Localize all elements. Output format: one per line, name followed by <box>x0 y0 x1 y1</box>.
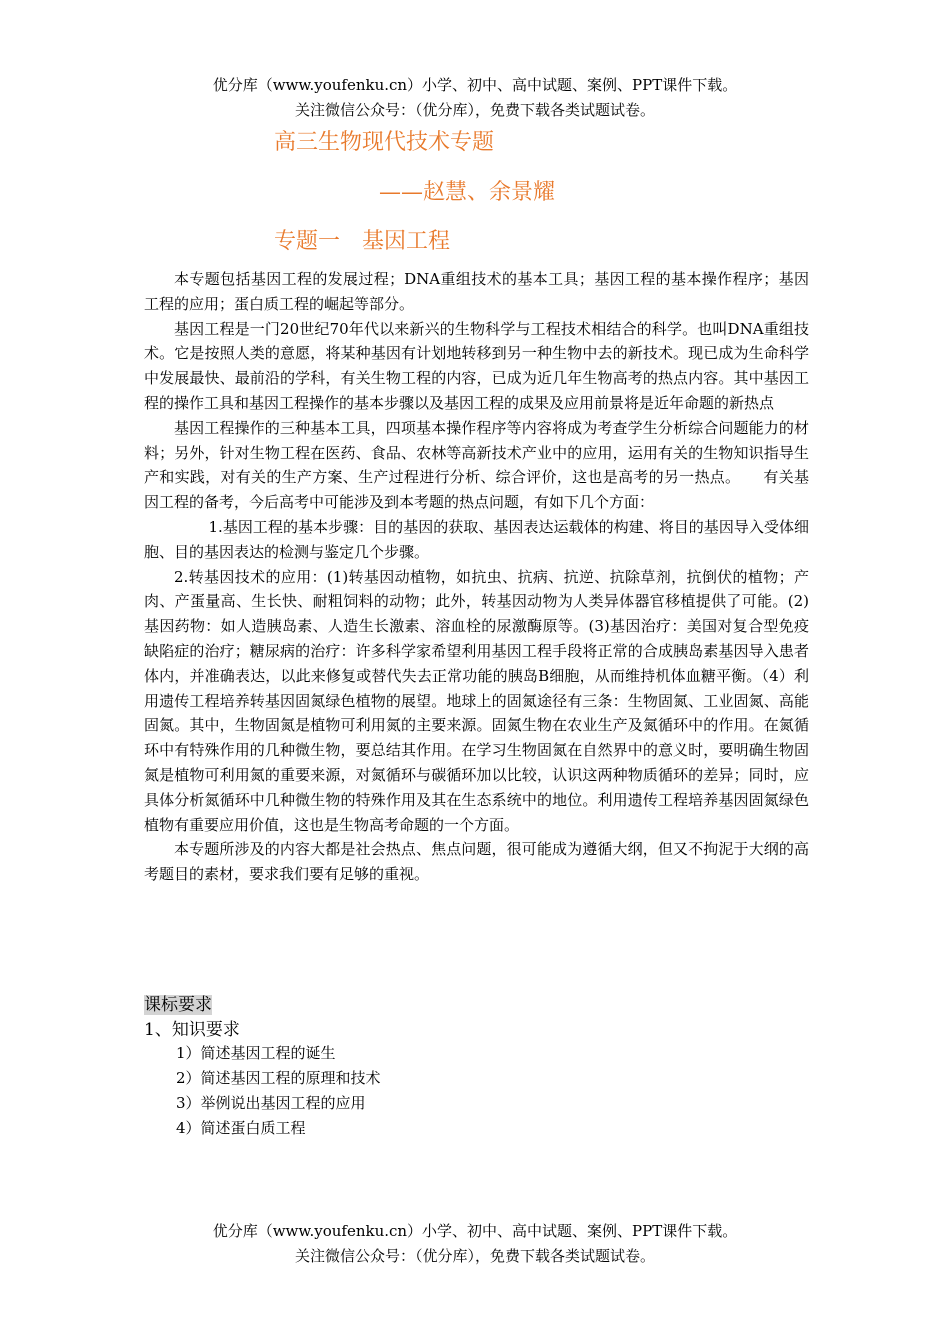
footer-line-1: 优分库（www.youfenku.cn）小学、初中、高中试题、案例、PPT课件下载。 <box>212 1222 738 1240</box>
header-line-2: 关注微信公众号：（优分库），免费下载各类试题试卷。 <box>294 101 655 119</box>
header-line-1: 优分库（www.youfenku.cn）小学、初中、高中试题、案例、PPT课件下载。 <box>212 76 738 94</box>
paragraph: 基因工程操作的三种基本工具，四项基本操作程序等内容将成为考查学生分析综合问题能力的材料；另外，针对生物工程在医药、食品、农林等高新技术产业中的应用，运用有关的生物知识指导生产和实践，对有关的生产方案、生产过程进行分析、综合评价，这也是高考的另一热点。 有关基因工程的备考，今后高考中可能涉及到本考题的热点问题，有如下几个方面： <box>144 418 809 512</box>
footer-line-2: 关注微信公众号：（优分库），免费下载各类试题试卷。 <box>294 1247 655 1265</box>
document-title: 高三生物现代技术专题 <box>274 130 495 155</box>
paragraph: 本专题所涉及的内容大都是社会热点、焦点问题，很可能成为遵循大纲，但又不拘泥于大纲的高考题目的素材，要求我们要有足够的重视。 <box>144 840 809 884</box>
list-item: 1）简述基因工程的诞生 <box>176 1044 336 1062</box>
paragraph: 基因工程是一门20世纪70年代以来新兴的生物科学与工程技术相结合的科学。也叫DNA重组技术。它是按照人类的意愿，将某种基因有计划地转移到另一种生物中去的新技术。现已成为生命科学中发展最快、最前沿的学科，有关生物工程的内容，已成为近几年生物高考的热点内容。其中基因工程的操作工具和基因工程操作的基本步骤以及基因工程的成果及应用前景将是近年命题的新热点 <box>144 319 809 412</box>
paragraph: 1.基因工程的基本步骤：目的基因的获取、基因表达运载体的构建、将目的基因导入受体细胞、目的基因表达的检测与鉴定几个步骤。 <box>144 517 809 561</box>
list-item: 2）简述基因工程的原理和技术 <box>176 1069 381 1087</box>
document-authors: ——赵慧、余景耀 <box>379 180 556 205</box>
section-label: 课标要求 <box>144 995 212 1015</box>
topic-heading: 专题一 基因工程 <box>274 229 451 254</box>
body-text <box>144 267 809 887</box>
paragraph: 本专题包括基因工程的发展过程；DNA重组技术的基本工具；基因工程的基本操作程序；基因工程的应用；蛋白质工程的崛起等部分。 <box>144 270 809 313</box>
list-item: 3）举例说出基因工程的应用 <box>176 1094 366 1112</box>
list-item: 4）简述蛋白质工程 <box>176 1119 306 1137</box>
section-subheading: 1、知识要求 <box>144 1020 240 1040</box>
paragraph: 2.转基因技术的应用：(1)转基因动植物，如抗虫、抗病、抗逆、抗除草剂，抗倒伏的植物；产肉、产蛋量高、生长快、耐粗饲料的动物；此外，转基因动物为人类异体器官移植提供了可能。(2)基因药物：如人造胰岛素、人造生长激素、溶血栓的尿激酶原等。(3)基因治疗：美国对复合型免疫缺陷症的治疗；糖尿病的治疗：许多科学家希望利用基因工程手段将正常的合成胰岛素基因导入患者体内，并准确表达，以此来修复或替代失去正常功能的胰岛B细胞，从而维持机体血糖平衡。（4）利用遗传工程培养转基因固氮绿色植物的展望。地球上的固氮途径有三条：生物固氮、工业固氮、高能固氮。其中，生物固氮是植物可利用氮的主要来源。固氮生物在农业生产及氮循环中的作用。在氮循环中有特殊作用的几种微生物，要总结其作用。在学习生物固氮在自然界中的意义时，要明确生物固氮是植物可利用氮的重要来源，对氮循环与碳循环加以比较，认识这两种物质循环的差异；同时，应具体分析氮循环中几种微生物的特殊作用及其在生态系统中的地位。利用遗传工程培养基因固氮绿色植物有重要应用价值，这也是生物高考命题的一个方面。 <box>144 567 809 834</box>
